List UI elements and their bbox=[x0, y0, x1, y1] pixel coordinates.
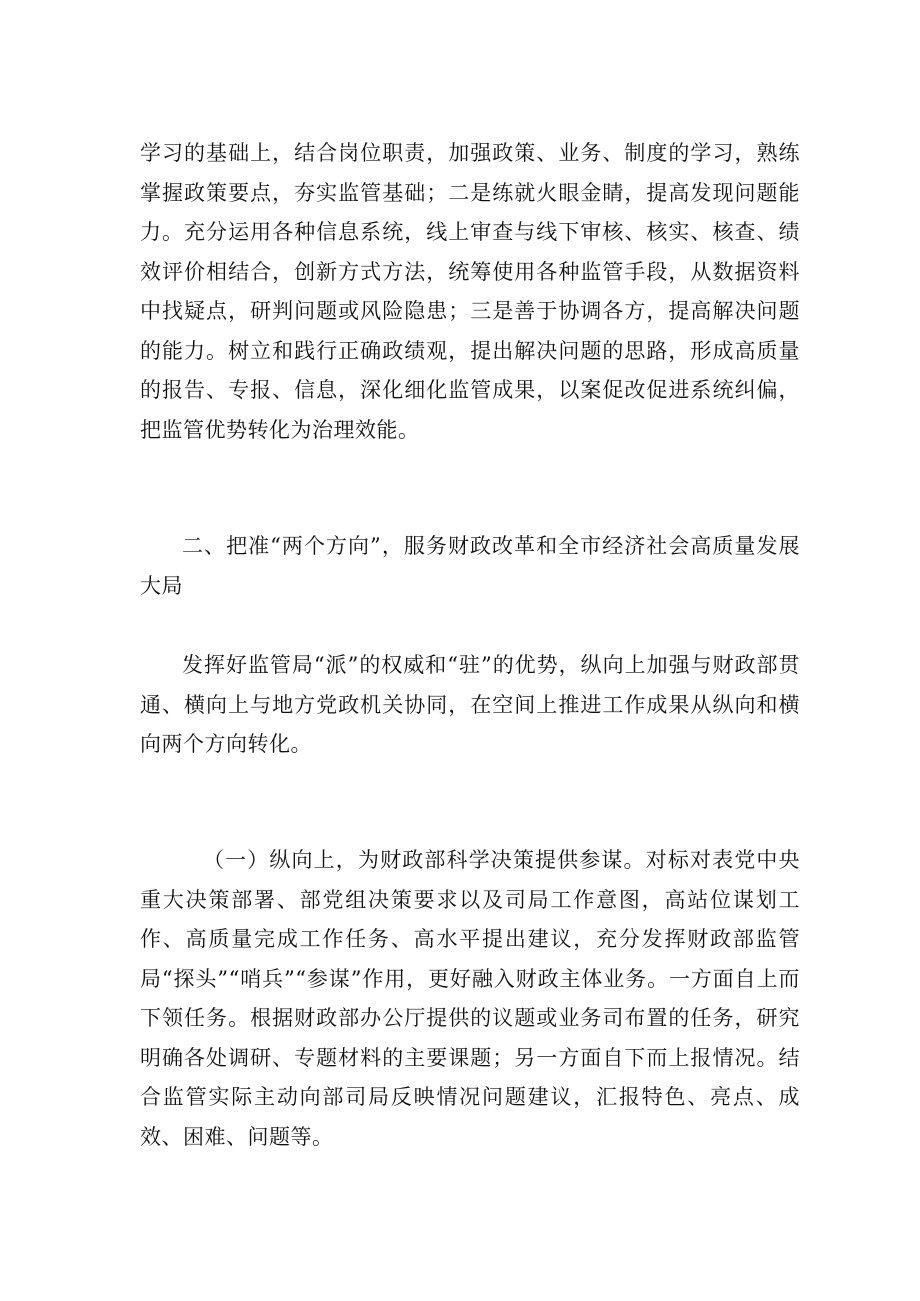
body-paragraph: 学习的基础上，结合岗位职责，加强政策、业务、制度的学习，熟练掌握政策要点，夯实监管基础；二是练就火眼金睛，提高发现问题能力。充分运用各种信息系统，线上审查与线下审核、核实、核查、绩效评价相结合，创新方式方法，统筹使用各种监管手段，从数据资料中找疑点，研判问题或风险隐患；三是善于协调各方，提高解决问题的能力。树立和践行正确政绩观，提出解决问题的思路，形成高质量的报告、专报、信息，深化细化监管成果，以案促改促进系统纠偏，把监管优势转化为治理效能。 bbox=[140, 141, 800, 442]
body-paragraph: 发挥好监管局“派”的权威和“驻”的优势，纵向上加强与财政部贯通、横向上与地方党政机关协同，在空间上推进工作成果从纵向和横向两个方向转化。 bbox=[140, 653, 800, 756]
section-heading: 二、把准“两个方向”，服务财政改革和全市经济社会高质量发展大局 bbox=[140, 534, 800, 598]
body-paragraph: （一）纵向上，为财政部科学决策提供参谋。对标对表党中央重大决策部署、部党组决策要求以及司局工作意图，高站位谋划工作、高质量完成工作任务、高水平提出建议，充分发挥财政部监管局“探头”“哨兵”“参谋”作用，更好融入财政主体业务。一方面自上而下领任务。根据财政部办公厅提供的议题或业务司布置的任务，研究明确各处调研、专题材料的主要课题；另一方面自下而上报情况。结合监管实际主动向部司局反映情况问题建议，汇报特色、亮点、成效、困难、问题等。 bbox=[140, 848, 800, 1149]
